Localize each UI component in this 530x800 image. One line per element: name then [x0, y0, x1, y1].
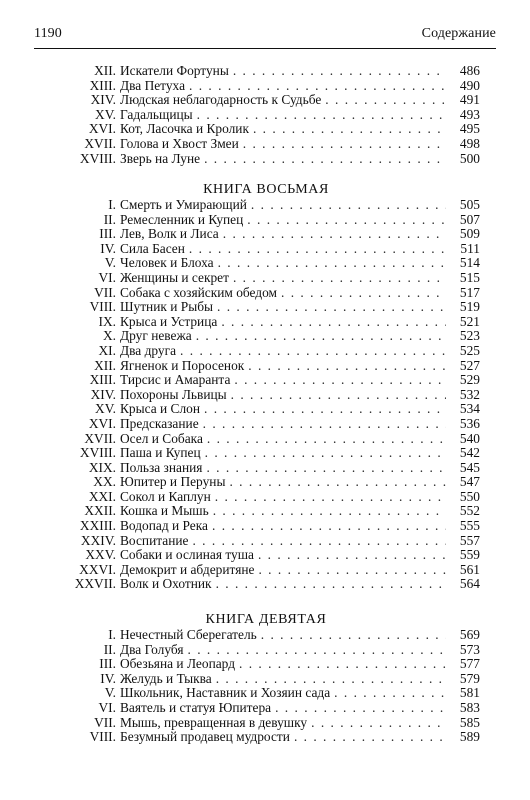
entry-page-number: 555	[459, 518, 480, 534]
dot-leader	[212, 519, 446, 534]
entry-page-number: 519	[459, 299, 480, 315]
entry-page-number: 536	[459, 415, 480, 431]
entry-title: Тирсис и Амаранта	[120, 372, 231, 388]
entry-number: XVIII.	[79, 445, 116, 461]
toc-entry	[52, 315, 480, 330]
dot-leader	[229, 475, 446, 490]
toc-entry	[52, 657, 480, 672]
entry-number: XXVI.	[79, 561, 116, 577]
dot-leader	[189, 79, 446, 94]
entry-page-number: 573	[459, 641, 480, 657]
dot-leader	[325, 93, 446, 108]
entry-page-number: 579	[459, 670, 480, 686]
dot-leader	[207, 432, 446, 447]
dot-leader	[218, 256, 446, 271]
entry-title: Два Голубя	[120, 641, 184, 657]
entry-page-number: 529	[459, 372, 480, 388]
entry-number: XV.	[95, 106, 116, 122]
toc-entry	[52, 329, 480, 344]
dot-leader	[223, 227, 446, 242]
running-title: Содержание	[421, 26, 496, 41]
dot-leader	[233, 271, 446, 286]
entry-number: II.	[103, 211, 116, 227]
entry-number: VIII.	[89, 729, 116, 745]
entry-title: Шутник и Рыбы	[120, 299, 214, 315]
entry-number: XVII.	[84, 430, 116, 446]
entry-number: XIV.	[90, 386, 116, 402]
entry-page-number: 534	[459, 401, 480, 417]
entry-title: Предсказание	[120, 415, 199, 431]
dot-leader	[221, 315, 446, 330]
dot-leader	[275, 701, 446, 716]
entry-page-number: 547	[459, 474, 480, 490]
book-nine-heading: КНИГА ДЕВЯТАЯ	[205, 612, 327, 627]
entry-title: Волк и Охотник	[120, 576, 212, 592]
entry-page-number: 515	[459, 269, 480, 285]
entry-number: II.	[103, 641, 116, 657]
page-number: 1190	[34, 26, 62, 41]
entry-number: XVIII.	[79, 150, 116, 166]
entry-title: Женщины и секрет	[120, 269, 229, 285]
entry-title: Мышь, превращенная в девушку	[120, 714, 308, 730]
toc-entry	[52, 286, 480, 301]
entry-number: I.	[108, 197, 116, 212]
toc-entry	[52, 373, 480, 388]
toc-entry	[52, 628, 480, 643]
toc-entry	[52, 577, 480, 592]
toc-entry	[52, 490, 480, 505]
dot-leader	[233, 64, 446, 79]
entry-title: Смерть и Умирающий	[120, 197, 247, 212]
entry-page-number: 507	[459, 211, 480, 227]
entry-title: Человек и Блоха	[120, 255, 214, 271]
toc-entry	[52, 300, 480, 315]
toc-entry	[52, 93, 480, 108]
entry-title: Искатели Фортуны	[120, 63, 229, 78]
entry-page-number: 569	[459, 627, 480, 642]
toc-entry	[52, 446, 480, 461]
entry-title: Лев, Волк и Лиса	[120, 226, 219, 242]
entry-title: Друг невежа	[120, 328, 192, 344]
entry-page-number: 509	[459, 226, 480, 242]
entry-number: XIII.	[89, 77, 116, 93]
entry-number: XVI.	[88, 121, 116, 137]
toc-entry	[52, 519, 480, 534]
entry-page-number: 490	[459, 77, 480, 93]
entry-page-number: 523	[459, 328, 480, 344]
entry-number: VI.	[98, 699, 116, 715]
toc-list	[52, 64, 480, 166]
entry-page-number: 589	[459, 729, 480, 745]
toc-entry	[52, 402, 480, 417]
toc-entry	[52, 686, 480, 701]
entry-number: VI.	[98, 269, 116, 285]
dot-leader	[251, 198, 446, 213]
dot-leader	[188, 643, 447, 658]
toc-entry	[52, 344, 480, 359]
entry-number: XXIV.	[80, 532, 116, 548]
entry-title: Водопад и Река	[120, 518, 208, 534]
toc-entry	[52, 461, 480, 476]
dot-leader	[189, 242, 446, 257]
entry-number: XV.	[95, 401, 116, 417]
entry-number: XXIII.	[79, 518, 116, 534]
entry-page-number: 514	[459, 255, 480, 271]
dot-leader	[206, 461, 446, 476]
entry-page-number: 517	[459, 284, 480, 300]
entry-number: X.	[102, 328, 116, 344]
dot-leader	[216, 672, 446, 687]
entry-number: III.	[99, 226, 116, 242]
entry-title: Школьник, Наставник и Хозяин сада	[120, 685, 331, 701]
header-rule	[34, 48, 496, 49]
dot-leader	[180, 344, 446, 359]
dot-leader	[261, 628, 446, 643]
entry-number: XXII.	[84, 503, 116, 519]
toc-entry	[52, 271, 480, 286]
entry-number: XX.	[93, 474, 116, 490]
toc-entry	[52, 432, 480, 447]
dot-leader	[234, 373, 446, 388]
toc-entry	[52, 122, 480, 137]
entry-page-number: 505	[459, 197, 480, 212]
toc-entry	[52, 137, 480, 152]
dot-leader	[253, 122, 446, 137]
dot-leader	[243, 137, 446, 152]
entry-title: Ягненок и Поросенок	[120, 357, 245, 373]
entry-title: Два друга	[120, 342, 177, 358]
toc-section-book-seven-end	[52, 64, 480, 166]
toc-entry	[52, 563, 480, 578]
toc-entry	[52, 548, 480, 563]
dot-leader	[334, 686, 446, 701]
entry-number: VII.	[94, 284, 116, 300]
toc-entry	[52, 716, 480, 731]
entry-number: V.	[104, 255, 116, 271]
book-eight-heading: КНИГА ВОСЬМАЯ	[203, 182, 329, 197]
entry-title: Собака с хозяйским обедом	[120, 284, 278, 300]
entry-number: I.	[108, 627, 116, 642]
dot-leader	[205, 446, 446, 461]
entry-title: Паша и Купец	[120, 445, 201, 461]
entry-page-number: 577	[459, 656, 480, 672]
toc-entry	[52, 256, 480, 271]
entry-number: XXVII.	[74, 576, 116, 592]
toc-section-book-eight	[52, 198, 480, 592]
entry-title: Кот, Ласочка и Кролик	[120, 121, 249, 137]
entry-title: Осел и Собака	[120, 430, 203, 446]
entry-number: XXV.	[85, 547, 116, 563]
entry-number: XI.	[98, 342, 116, 358]
toc-entry	[52, 701, 480, 716]
entry-number: IV.	[100, 670, 116, 686]
running-header	[34, 26, 496, 42]
toc-list	[52, 628, 480, 745]
toc-entry	[52, 475, 480, 490]
entry-title: Похороны Львицы	[120, 386, 227, 402]
entry-page-number: 585	[459, 714, 480, 730]
entry-page-number: 561	[459, 561, 480, 577]
toc-entry	[52, 108, 480, 123]
dot-leader	[192, 534, 446, 549]
entry-number: XVI.	[88, 415, 116, 431]
entry-page-number: 545	[459, 459, 480, 475]
entry-page-number: 521	[459, 313, 480, 329]
dot-leader	[204, 152, 446, 167]
entry-number: XXI.	[88, 488, 116, 504]
entry-number: VII.	[94, 714, 116, 730]
dot-leader	[311, 716, 446, 731]
entry-title: Собаки и ослиная туша	[120, 547, 254, 563]
entry-number: XIII.	[89, 372, 116, 388]
entry-number: XIX.	[88, 459, 116, 475]
toc-list	[52, 198, 480, 592]
toc-entry	[52, 79, 480, 94]
entry-page-number: 581	[459, 685, 480, 701]
dot-leader	[239, 657, 446, 672]
entry-title: Нечестный Сберегатель	[120, 627, 257, 642]
entry-title: Два Петуха	[120, 77, 186, 93]
dot-leader	[248, 359, 446, 374]
entry-page-number: 550	[459, 488, 480, 504]
entry-title: Крыса и Слон	[120, 401, 201, 417]
dot-leader	[281, 286, 446, 301]
entry-page-number: 564	[459, 576, 480, 592]
entry-number: V.	[104, 685, 116, 701]
entry-title: Желудь и Тыква	[120, 670, 212, 686]
entry-page-number: 500	[459, 150, 480, 166]
entry-page-number: 493	[459, 106, 480, 122]
entry-title: Людская неблагодарность к Судьбе	[120, 92, 322, 108]
dot-leader	[294, 730, 446, 745]
entry-page-number: 559	[459, 547, 480, 563]
entry-title: Воспитание	[120, 532, 189, 548]
entry-number: XIV.	[90, 92, 116, 108]
entry-number: IX.	[98, 313, 116, 329]
entry-title: Ремесленник и Купец	[120, 211, 244, 227]
entry-page-number: 511	[460, 240, 480, 256]
entry-page-number: 557	[459, 532, 480, 548]
entry-number: III.	[99, 656, 116, 672]
entry-title: Ваятель и статуя Юпитера	[120, 699, 272, 715]
entry-page-number: 583	[459, 699, 480, 715]
entry-page-number: 486	[459, 63, 480, 78]
toc-entry	[52, 359, 480, 374]
dot-leader	[217, 300, 446, 315]
dot-leader	[231, 388, 446, 403]
entry-number: XII.	[94, 357, 116, 373]
entry-page-number: 498	[459, 135, 480, 151]
dot-leader	[197, 108, 446, 123]
entry-page-number: 542	[459, 445, 480, 461]
toc-entry	[52, 242, 480, 257]
toc-entry	[52, 213, 480, 228]
toc-entry	[52, 388, 480, 403]
entry-title: Юпитер и Перуны	[120, 474, 226, 490]
dot-leader	[203, 417, 446, 432]
entry-number: XVII.	[84, 135, 116, 151]
entry-page-number: 527	[459, 357, 480, 373]
entry-title: Обезьяна и Леопард	[120, 656, 236, 672]
toc-entry	[52, 198, 480, 213]
toc-entry	[52, 643, 480, 658]
entry-page-number: 552	[459, 503, 480, 519]
entry-title: Польза знания	[120, 459, 203, 475]
entry-number: VIII.	[89, 299, 116, 315]
dot-leader	[258, 548, 446, 563]
toc-entry	[52, 64, 480, 79]
entry-page-number: 495	[459, 121, 480, 137]
dot-leader	[258, 563, 446, 578]
entry-number: XII.	[94, 63, 116, 78]
entry-title: Сила Басен	[120, 240, 185, 256]
dot-leader	[196, 329, 446, 344]
toc-entry	[52, 227, 480, 242]
dot-leader	[216, 577, 446, 592]
toc-entry	[52, 504, 480, 519]
entry-title: Зверь на Луне	[120, 150, 201, 166]
entry-page-number: 525	[459, 342, 480, 358]
entry-number: IV.	[100, 240, 116, 256]
toc-entry	[52, 417, 480, 432]
entry-title: Гадальщицы	[120, 106, 193, 122]
entry-page-number: 532	[459, 386, 480, 402]
toc-entry	[52, 152, 480, 167]
toc-entry	[52, 730, 480, 745]
entry-title: Демокрит и абдеритяне	[120, 561, 255, 577]
toc-entry	[52, 534, 480, 549]
dot-leader	[215, 490, 446, 505]
dot-leader	[213, 504, 446, 519]
entry-title: Голова и Хвост Змеи	[120, 135, 239, 151]
entry-title: Безумный продавец мудрости	[120, 729, 290, 745]
entry-title: Кошка и Мышь	[120, 503, 209, 519]
dot-leader	[247, 213, 446, 228]
entry-page-number: 491	[459, 92, 480, 108]
toc-section-book-nine	[52, 628, 480, 745]
entry-page-number: 540	[459, 430, 480, 446]
entry-title: Сокол и Каплун	[120, 488, 211, 504]
entry-title: Крыса и Устрица	[120, 313, 218, 329]
dot-leader	[204, 402, 446, 417]
toc-entry	[52, 672, 480, 687]
